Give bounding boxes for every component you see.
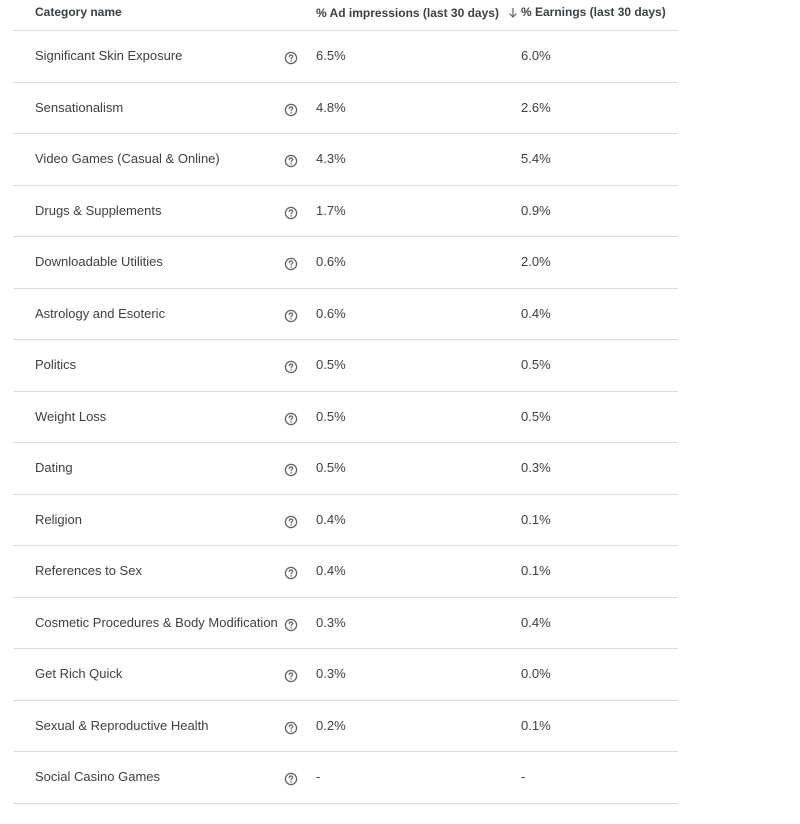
help-circle-icon[interactable] <box>284 669 298 683</box>
table-row <box>13 237 678 289</box>
help-circle-icon[interactable] <box>284 309 298 323</box>
table-row <box>13 443 678 495</box>
category-name: References to Sex <box>35 563 142 578</box>
table-row <box>13 340 678 392</box>
help-circle-icon[interactable] <box>284 566 298 580</box>
table-row <box>13 598 678 650</box>
impressions-value: 0.4% <box>316 511 346 527</box>
column-header-impressions-label: % Ad impressions (last 30 days) <box>316 6 499 20</box>
earnings-value: 2.0% <box>521 254 551 269</box>
impressions-value: 0.6% <box>316 254 346 269</box>
impressions-value: - <box>316 769 321 784</box>
table-row <box>13 186 678 238</box>
category-name: Social Casino Games <box>35 769 160 784</box>
impressions-value: 6.5% <box>316 48 346 63</box>
category-name: Sexual & Reproductive Health <box>35 717 209 733</box>
table-row <box>13 392 678 444</box>
table-row <box>13 649 678 701</box>
help-circle-icon[interactable] <box>284 772 298 786</box>
category-name: Astrology and Esoteric <box>35 305 166 321</box>
category-name: Significant Skin Exposure <box>35 48 183 63</box>
impressions-value: 4.3% <box>316 151 346 166</box>
impressions-value: 0.2% <box>316 717 346 733</box>
category-name: Dating <box>35 460 73 475</box>
help-circle-icon[interactable] <box>284 618 298 632</box>
column-header-category: Category name <box>35 5 122 19</box>
earnings-value: 2.6% <box>521 99 551 115</box>
category-name: Weight Loss <box>35 408 107 424</box>
category-name: Cosmetic Procedures & Body Modification <box>35 614 278 630</box>
impressions-value: 0.3% <box>316 666 346 681</box>
table-row <box>13 83 678 135</box>
table-header <box>13 0 678 31</box>
help-circle-icon[interactable] <box>284 257 298 271</box>
earnings-value: 0.0% <box>521 666 551 681</box>
earnings-value: 0.1% <box>521 563 551 578</box>
earnings-value: 0.5% <box>521 408 551 424</box>
category-name: Politics <box>35 357 77 372</box>
earnings-value: 0.4% <box>521 614 551 630</box>
earnings-value: 6.0% <box>521 48 551 63</box>
earnings-value: 0.5% <box>521 357 551 372</box>
impressions-value: 0.3% <box>316 614 346 630</box>
earnings-value: 5.4% <box>521 151 551 166</box>
help-circle-icon[interactable] <box>284 51 298 65</box>
earnings-value: 0.1% <box>521 511 551 527</box>
help-circle-icon[interactable] <box>284 103 298 117</box>
earnings-value: - <box>521 769 526 784</box>
table-row <box>13 134 678 186</box>
impressions-value: 0.6% <box>316 305 346 321</box>
table-body <box>13 31 678 804</box>
arrow-down-icon <box>507 7 519 19</box>
table-row <box>13 495 678 547</box>
help-circle-icon[interactable] <box>284 412 298 426</box>
category-name: Video Games (Casual & Online) <box>35 151 220 166</box>
table-row <box>13 752 678 804</box>
category-name: Get Rich Quick <box>35 666 123 681</box>
help-circle-icon[interactable] <box>284 360 298 374</box>
sensitive-categories-table <box>13 0 678 804</box>
category-name: Drugs & Supplements <box>35 202 162 218</box>
table-row <box>13 31 678 83</box>
impressions-value: 0.4% <box>316 563 346 578</box>
column-header-earnings: % Earnings (last 30 days) <box>521 5 666 19</box>
table-row <box>13 546 678 598</box>
column-header-impressions-sort[interactable] <box>316 6 519 20</box>
earnings-value: 0.4% <box>521 305 551 321</box>
earnings-value: 0.3% <box>521 460 551 475</box>
impressions-value: 0.5% <box>316 460 346 475</box>
impressions-value: 0.5% <box>316 357 346 372</box>
impressions-value: 4.8% <box>316 99 346 115</box>
help-circle-icon[interactable] <box>284 154 298 168</box>
category-name: Downloadable Utilities <box>35 254 163 269</box>
help-circle-icon[interactable] <box>284 206 298 220</box>
earnings-value: 0.9% <box>521 202 551 218</box>
impressions-value: 1.7% <box>316 202 346 218</box>
earnings-value: 0.1% <box>521 717 551 733</box>
table-row <box>13 701 678 753</box>
table-row <box>13 289 678 341</box>
help-circle-icon[interactable] <box>284 463 298 477</box>
impressions-value: 0.5% <box>316 408 346 424</box>
category-name: Religion <box>35 511 82 527</box>
category-name: Sensationalism <box>35 99 124 115</box>
help-circle-icon[interactable] <box>284 515 298 529</box>
help-circle-icon[interactable] <box>284 721 298 735</box>
